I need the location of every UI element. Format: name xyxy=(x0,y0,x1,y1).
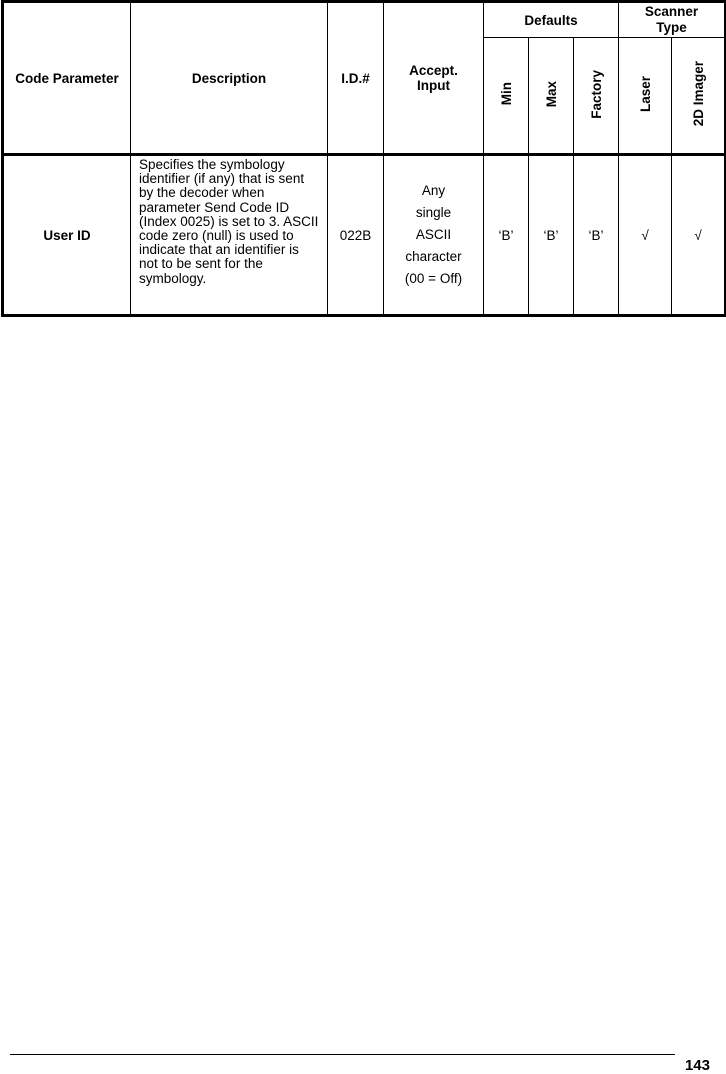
header-defaults: Defaults xyxy=(484,2,619,38)
cell-code-parameter: User ID xyxy=(3,155,131,316)
cell-factory: ‘B’ xyxy=(574,155,619,316)
header-description: Description xyxy=(131,2,328,155)
header-2d-imager xyxy=(672,38,726,155)
cell-2d-imager: √ xyxy=(672,155,726,316)
header-min xyxy=(484,38,529,155)
accept-input-line: Any xyxy=(421,183,446,198)
accept-input-line: ASCII xyxy=(415,227,452,242)
table-row xyxy=(3,155,726,316)
header-code-parameter: Code Parameter xyxy=(3,2,131,155)
header-id: I.D.# xyxy=(328,2,384,155)
page-number: 143 xyxy=(684,1057,710,1074)
cell-id: 022B xyxy=(328,155,384,316)
header-factory-label: Factory xyxy=(588,69,604,119)
header-max-label: Max xyxy=(543,80,559,108)
accept-input-line: character xyxy=(405,249,462,264)
cell-accept-input xyxy=(384,155,484,316)
footer-divider xyxy=(10,1054,675,1055)
accept-input-line: single xyxy=(415,205,452,220)
header-laser-label: Laser xyxy=(637,75,653,113)
header-accept-input: Accept. Input xyxy=(384,2,484,155)
cell-min: ‘B’ xyxy=(484,155,529,316)
header-laser xyxy=(619,38,672,155)
header-factory xyxy=(574,38,619,155)
cell-description: Specifies the symbology identifier (if any) that is sent by the decoder when parameter Send Code ID (Index 0025) is set to 3. ASCII code zero (null) is used to indicate that an identifier is not to be sent for the symbology. xyxy=(131,155,328,316)
header-min-label: Min xyxy=(498,82,514,106)
parameter-table xyxy=(1,0,726,317)
header-2d-imager-label: 2D Imager xyxy=(690,61,706,127)
cell-laser: √ xyxy=(619,155,672,316)
cell-max: ‘B’ xyxy=(529,155,574,316)
header-max xyxy=(529,38,574,155)
header-scanner-type: Scanner Type xyxy=(619,2,726,38)
accept-input-line: (00 = Off) xyxy=(404,271,463,286)
